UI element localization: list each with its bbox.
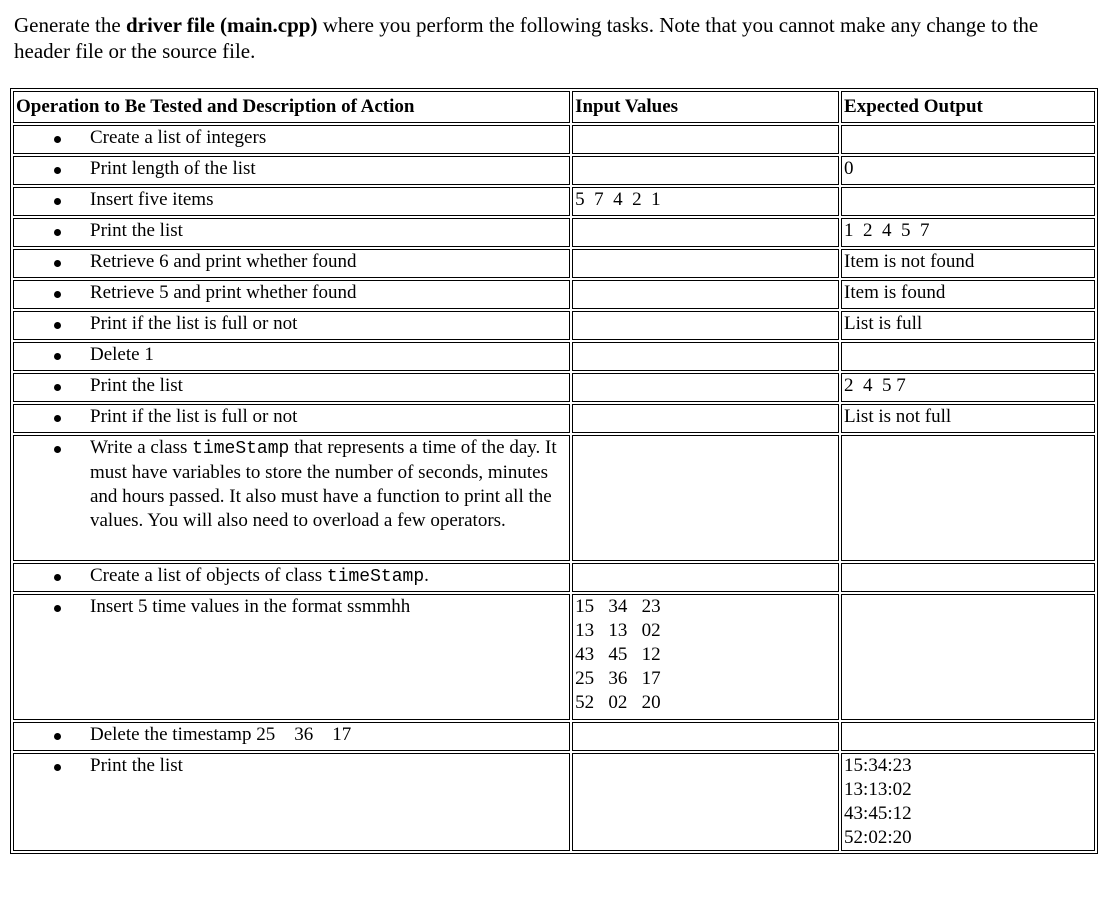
operation-text: Print if the list is full or not <box>90 313 298 334</box>
bullet-icon <box>54 733 61 740</box>
bullet-icon <box>54 291 61 298</box>
table-row <box>13 563 1095 592</box>
table-row <box>13 722 1095 751</box>
operation-text: Print the list <box>90 375 183 396</box>
input-cell <box>572 435 839 561</box>
operation-text: Print length of the list <box>90 158 256 179</box>
output-cell: Item is found <box>841 280 1095 309</box>
operation-cell <box>13 722 570 751</box>
bullet-icon <box>54 229 61 236</box>
bullet-icon <box>54 384 61 391</box>
output-cell <box>841 435 1095 561</box>
operation-cell <box>13 373 570 402</box>
header-operation: Operation to Be Tested and Description of Action <box>13 91 570 123</box>
operation-cell <box>13 342 570 371</box>
operation-text-cont: . <box>424 565 429 586</box>
intro-suffix: where you perform the following tasks. Note that you cannot make any change to the header file or the source file. <box>14 13 1039 63</box>
table-row <box>13 404 1095 433</box>
operation-cell <box>13 156 570 185</box>
test-spec-table <box>10 88 1098 854</box>
output-cell <box>841 187 1095 216</box>
intro-prefix: Generate the <box>14 13 126 37</box>
output-cell <box>841 563 1095 592</box>
operation-cell <box>13 280 570 309</box>
table-row <box>13 311 1095 340</box>
output-cell <box>841 125 1095 154</box>
bullet-icon <box>54 353 61 360</box>
input-cell <box>572 280 839 309</box>
bullet-icon <box>54 167 61 174</box>
operation-text: Insert 5 time values in the format ssmmhh <box>90 596 411 617</box>
input-cell <box>572 404 839 433</box>
operation-text: Print the list <box>90 220 183 241</box>
output-cell <box>841 342 1095 371</box>
input-cell <box>572 342 839 371</box>
output-cell: Item is not found <box>841 249 1095 278</box>
operation-text: Create a list of objects of class <box>90 565 327 586</box>
bullet-icon <box>54 136 61 143</box>
code-text: timeStamp <box>326 567 425 587</box>
code-text: timeStamp <box>192 439 290 459</box>
table-row <box>13 373 1095 402</box>
bullet-icon <box>54 322 61 329</box>
operation-cell <box>13 753 570 851</box>
bullet-icon <box>54 574 61 581</box>
operation-text-cont: that represents a time of the day. It must have variables to store the number of seconds, minutes and hours passed. It also must have a function to print all the values. You will also need to overload a few operators. <box>90 437 557 531</box>
table-header-row <box>13 91 1095 123</box>
operation-cell <box>13 187 570 216</box>
table-row <box>13 218 1095 247</box>
operation-text: Delete 1 <box>90 344 154 365</box>
output-cell: List is not full <box>841 404 1095 433</box>
operation-cell <box>13 404 570 433</box>
operation-text: Insert five items <box>90 189 214 210</box>
operation-text: Create a list of integers <box>90 127 267 148</box>
output-cell: 15:34:23 13:13:02 43:45:12 52:02:20 <box>841 753 1095 851</box>
table-row <box>13 342 1095 371</box>
operation-cell <box>13 125 570 154</box>
input-cell <box>572 249 839 278</box>
table-row <box>13 156 1095 185</box>
operation-cell <box>13 249 570 278</box>
table-row <box>13 753 1095 851</box>
instructions-paragraph <box>14 12 1099 64</box>
output-cell: 1 2 4 5 7 <box>841 218 1095 247</box>
operation-text: Print if the list is full or not <box>90 406 298 427</box>
output-cell <box>841 722 1095 751</box>
input-cell <box>572 722 839 751</box>
intro-bold: driver file (main.cpp) <box>125 13 318 37</box>
operation-text: Retrieve 6 and print whether found <box>90 251 357 272</box>
operation-text: Retrieve 5 and print whether found <box>90 282 357 303</box>
table-row <box>13 594 1095 720</box>
input-cell <box>572 311 839 340</box>
input-cell: 15 34 23 13 13 02 43 45 12 25 36 17 52 02 20 <box>572 594 839 720</box>
table-row <box>13 280 1095 309</box>
bullet-icon <box>54 605 61 612</box>
output-cell: 2 4 5 7 <box>841 373 1095 402</box>
input-cell: 5 7 4 2 1 <box>572 187 839 216</box>
input-cell <box>572 563 839 592</box>
table-row <box>13 435 1095 561</box>
operation-cell <box>13 435 570 561</box>
bullet-icon <box>54 198 61 205</box>
output-cell <box>841 594 1095 720</box>
operation-text: Delete the timestamp 25 36 17 <box>90 724 352 745</box>
header-output: Expected Output <box>841 91 1095 123</box>
output-cell: List is full <box>841 311 1095 340</box>
operation-text: Write a class <box>90 437 193 458</box>
operation-cell <box>13 311 570 340</box>
operation-text: Print the list <box>90 755 183 776</box>
table-row <box>13 249 1095 278</box>
input-cell <box>572 156 839 185</box>
bullet-icon <box>54 260 61 267</box>
operation-cell <box>13 594 570 720</box>
bullet-icon <box>54 415 61 422</box>
input-cell <box>572 125 839 154</box>
table-row <box>13 125 1095 154</box>
operation-cell <box>13 563 570 592</box>
input-cell <box>572 218 839 247</box>
bullet-icon <box>54 446 61 453</box>
table-row <box>13 187 1095 216</box>
operation-cell <box>13 218 570 247</box>
input-cell <box>572 373 839 402</box>
bullet-icon <box>54 764 61 771</box>
output-cell: 0 <box>841 156 1095 185</box>
header-input: Input Values <box>572 91 839 123</box>
input-cell <box>572 753 839 851</box>
